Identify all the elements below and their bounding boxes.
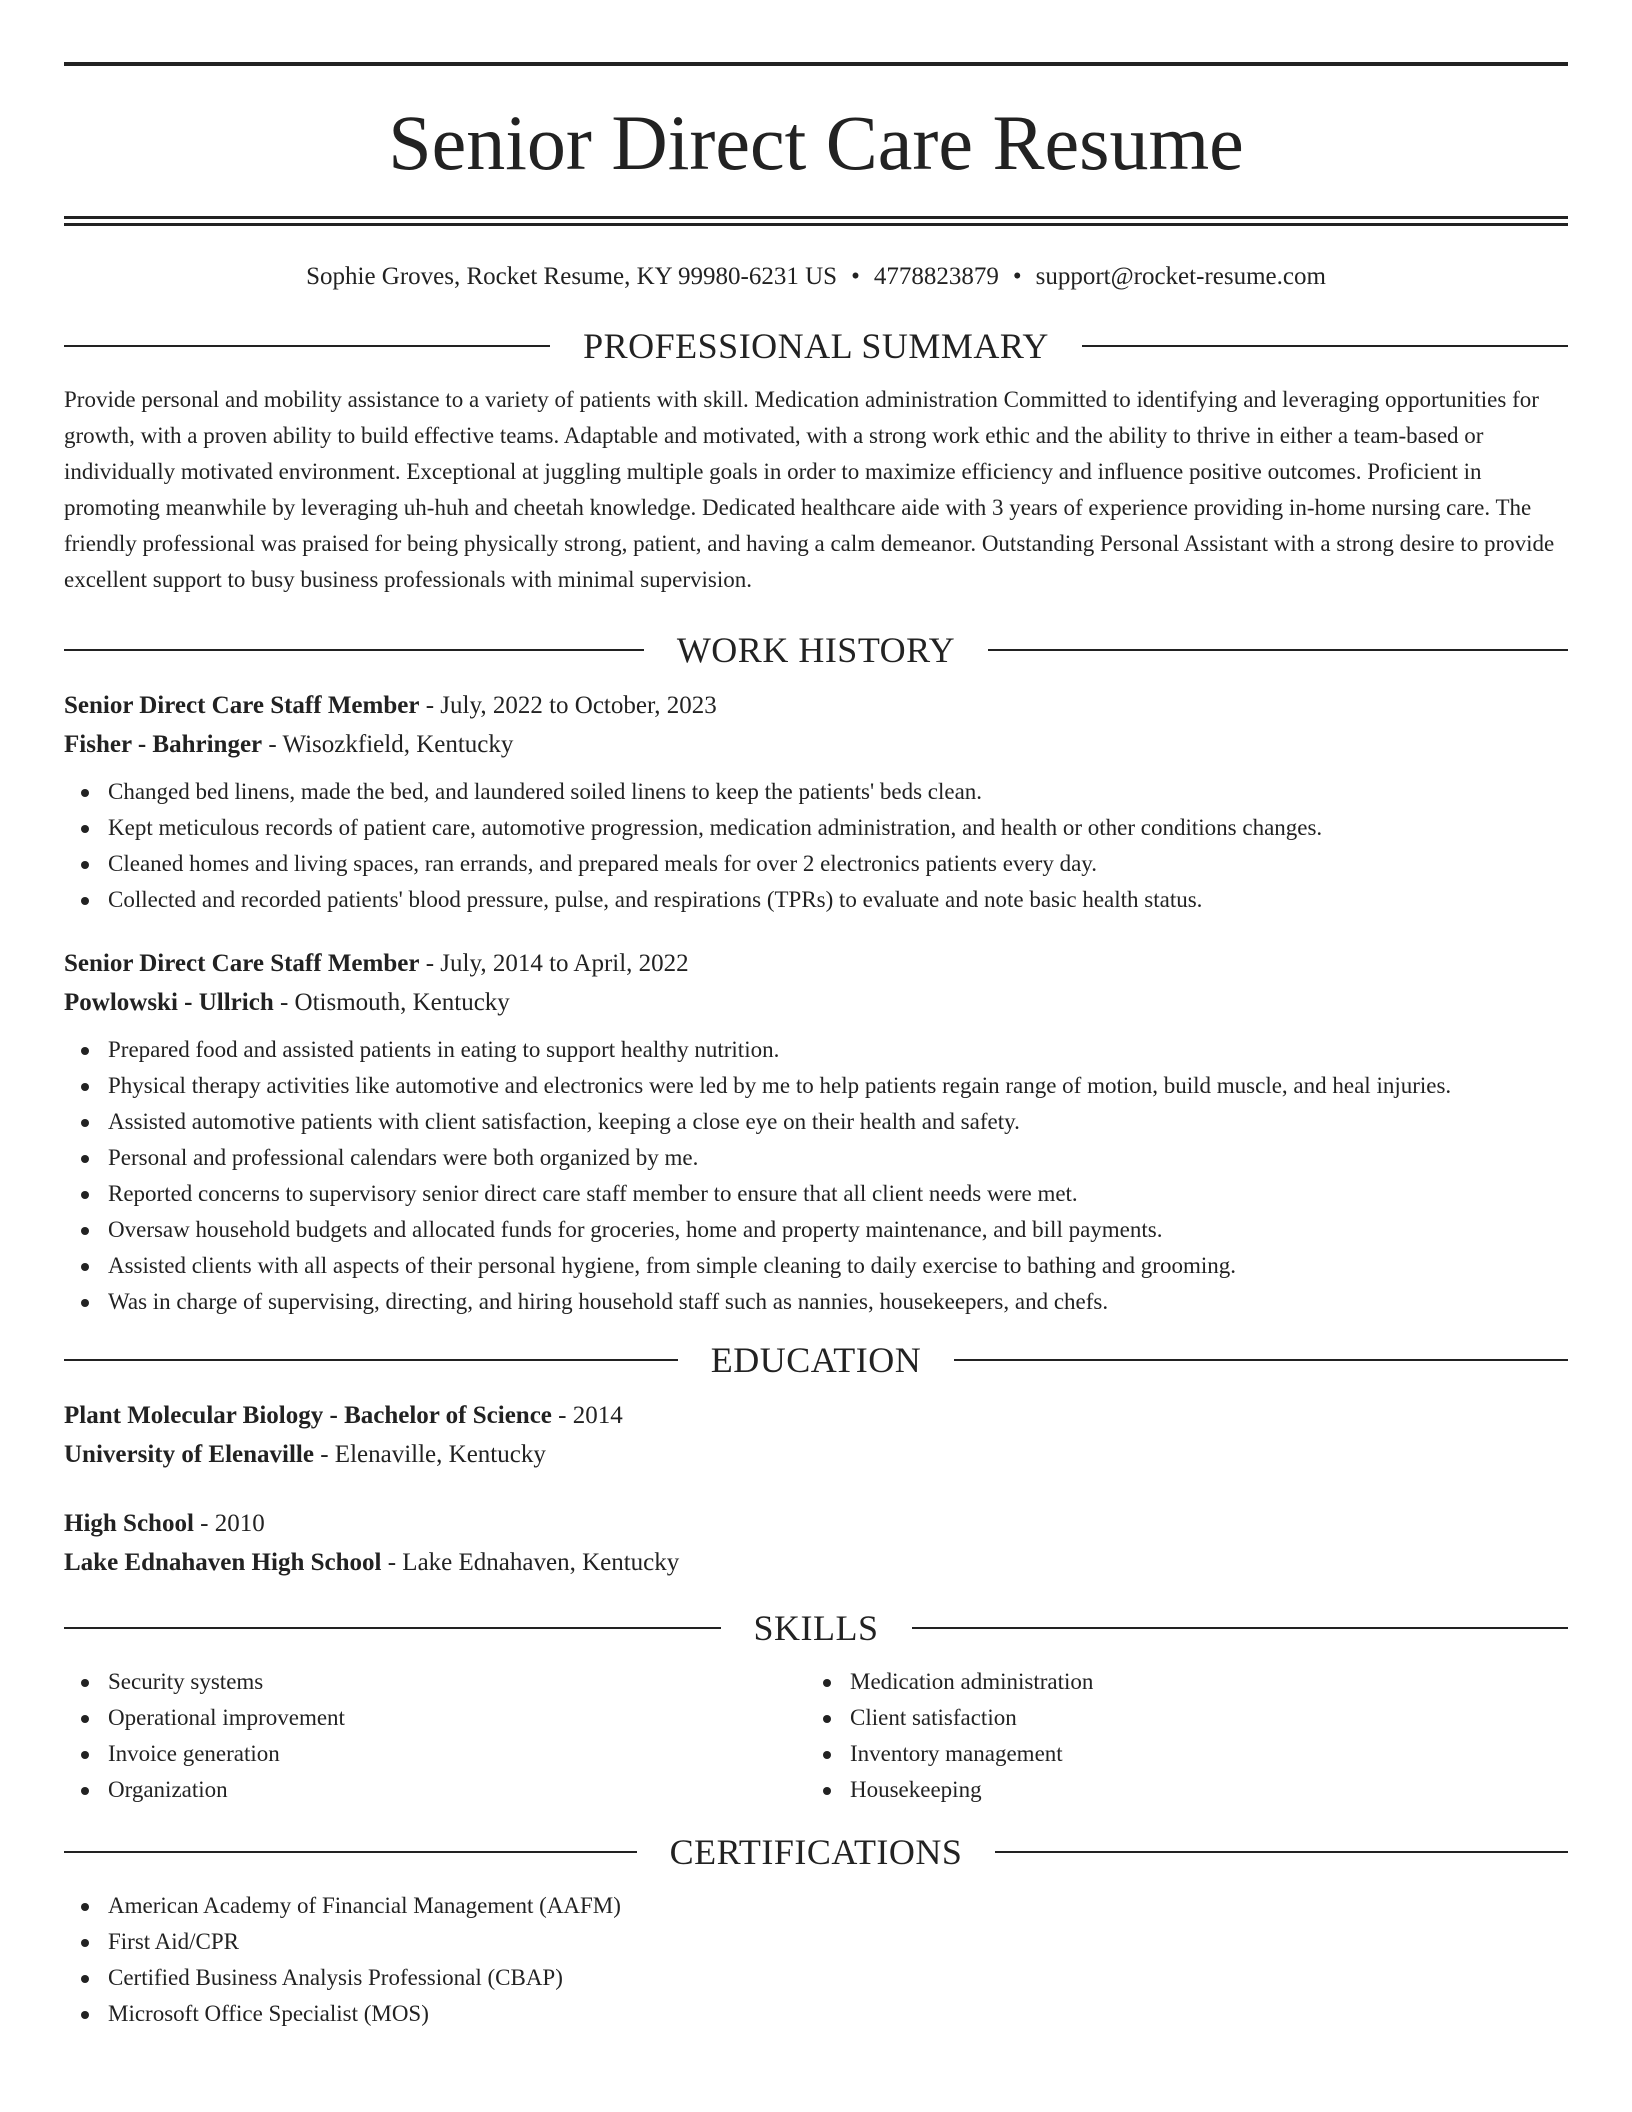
skills-list bbox=[806, 1664, 1548, 1808]
list-item: Collected and recorded patients' blood pressure, pulse, and respirations (TPRs) to evaluate and note basic health status. bbox=[64, 882, 1568, 918]
degree-year: - 2014 bbox=[551, 1402, 623, 1429]
job-title-line bbox=[64, 686, 1568, 725]
list-item: Microsoft Office Specialist (MOS) bbox=[64, 1996, 1568, 2032]
job-entry bbox=[64, 944, 1568, 1320]
heading-rule bbox=[64, 1359, 678, 1361]
degree: High School bbox=[64, 1510, 194, 1537]
section-heading-work-history bbox=[64, 628, 1568, 672]
job-bullets bbox=[64, 1032, 1568, 1320]
school: University of Elenaville bbox=[64, 1441, 314, 1468]
job-title: Senior Direct Care Staff Member bbox=[64, 950, 420, 977]
section-title: CERTIFICATIONS bbox=[669, 1832, 963, 1872]
job-location: - Wisozkfield, Kentucky bbox=[262, 731, 514, 758]
section-heading-education bbox=[64, 1338, 1568, 1382]
list-item: Assisted automotive patients with client satisfaction, keeping a close eye on their health and safety. bbox=[64, 1104, 1568, 1140]
section-heading-summary bbox=[64, 324, 1568, 368]
heading-rule bbox=[1082, 345, 1568, 347]
list-item: Inventory management bbox=[806, 1736, 1548, 1772]
skills-grid bbox=[64, 1664, 1568, 1808]
list-item: First Aid/CPR bbox=[64, 1924, 1568, 1960]
heading-rule bbox=[954, 1359, 1568, 1361]
education-entry bbox=[64, 1504, 1568, 1582]
section-heading-certifications bbox=[64, 1830, 1568, 1874]
list-item: Oversaw household budgets and allocated funds for groceries, home and property maintenance, and bill payments. bbox=[64, 1212, 1568, 1248]
contact-separator: • bbox=[851, 263, 860, 290]
contact-address: Sophie Groves, Rocket Resume, KY 99980-6231 US bbox=[306, 263, 838, 290]
skills-list bbox=[64, 1664, 806, 1808]
list-item: Client satisfaction bbox=[806, 1700, 1548, 1736]
job-title: Senior Direct Care Staff Member bbox=[64, 692, 420, 719]
section-title: SKILLS bbox=[753, 1608, 879, 1648]
job-dates: - July, 2014 to April, 2022 bbox=[419, 950, 689, 977]
heading-rule bbox=[64, 1627, 721, 1629]
list-item: Assisted clients with all aspects of their personal hygiene, from simple cleaning to daily exercise to bathing and grooming. bbox=[64, 1248, 1568, 1284]
job-dates: - July, 2022 to October, 2023 bbox=[419, 692, 717, 719]
list-item: Was in charge of supervising, directing, and hiring household staff such as nannies, housekeepers, and chefs. bbox=[64, 1284, 1568, 1320]
degree: Plant Molecular Biology - Bachelor of Science bbox=[64, 1402, 552, 1429]
heading-rule bbox=[64, 345, 550, 347]
job-company-line bbox=[64, 725, 1568, 764]
job-company: Powlowski - Ullrich bbox=[64, 989, 274, 1016]
school-location: - Elenaville, Kentucky bbox=[313, 1441, 546, 1468]
degree-line bbox=[64, 1504, 1568, 1543]
job-title-line bbox=[64, 944, 1568, 983]
title-double-rule bbox=[64, 216, 1568, 226]
list-item: Security systems bbox=[64, 1664, 806, 1700]
job-entry bbox=[64, 686, 1568, 918]
section-title: PROFESSIONAL SUMMARY bbox=[583, 326, 1049, 366]
job-bullets bbox=[64, 774, 1568, 918]
school-location: - Lake Ednahaven, Kentucky bbox=[381, 1549, 680, 1576]
job-company-line bbox=[64, 983, 1568, 1022]
contact-separator: • bbox=[1012, 263, 1022, 290]
list-item: Changed bed linens, made the bed, and laundered soiled linens to keep the patients' beds clean. bbox=[64, 774, 1568, 810]
heading-rule bbox=[64, 1851, 637, 1853]
list-item: Cleaned homes and living spaces, ran errands, and prepared meals for over 2 electronics patients every day. bbox=[64, 846, 1568, 882]
skills-column-right bbox=[806, 1664, 1548, 1808]
list-item: Kept meticulous records of patient care, automotive progression, medication administration, and health or other conditions changes. bbox=[64, 810, 1568, 846]
list-item: Organization bbox=[64, 1772, 806, 1808]
list-item: Housekeeping bbox=[806, 1772, 1548, 1808]
heading-rule bbox=[64, 649, 644, 651]
school-line bbox=[64, 1435, 1568, 1474]
heading-rule bbox=[912, 1627, 1569, 1629]
list-item: Personal and professional calendars were both organized by me. bbox=[64, 1140, 1568, 1176]
skills-column-left bbox=[64, 1664, 806, 1808]
heading-rule bbox=[995, 1851, 1568, 1853]
section-title: WORK HISTORY bbox=[676, 630, 956, 670]
school-line bbox=[64, 1543, 1568, 1582]
contact-email: support@rocket-resume.com bbox=[1035, 263, 1326, 290]
list-item: Prepared food and assisted patients in eating to support healthy nutrition. bbox=[64, 1032, 1568, 1068]
heading-rule bbox=[988, 649, 1568, 651]
list-item: Reported concerns to supervisory senior direct care staff member to ensure that all client needs were met. bbox=[64, 1176, 1568, 1212]
school: Lake Ednahaven High School bbox=[64, 1549, 382, 1576]
list-item: Medication administration bbox=[806, 1664, 1548, 1700]
contact-phone: 4778823879 bbox=[873, 263, 999, 290]
contact-line bbox=[64, 260, 1568, 294]
list-item: Certified Business Analysis Professional (CBAP) bbox=[64, 1960, 1568, 1996]
top-rule bbox=[64, 62, 1568, 66]
job-location: - Otismouth, Kentucky bbox=[273, 989, 510, 1016]
job-company: Fisher - Bahringer bbox=[64, 731, 263, 758]
degree-line bbox=[64, 1396, 1568, 1435]
section-title: EDUCATION bbox=[710, 1340, 922, 1380]
resume-title: Senior Direct Care Resume bbox=[388, 99, 1244, 186]
certifications-list bbox=[64, 1888, 1568, 2032]
list-item: Physical therapy activities like automotive and electronics were led by me to help patients regain range of motion, build muscle, and heal injuries. bbox=[64, 1068, 1568, 1104]
section-heading-skills bbox=[64, 1606, 1568, 1650]
summary-text: Provide personal and mobility assistance to a variety of patients with skill. Medication administration Committed to identifying and leveraging opportunities for growth, with a proven ability to build effective teams. Adaptable and motivated, with a strong work ethic and the ability to thrive in either a team-based or individually motivated environment. Exceptional at juggling multiple goals in order to maximize efficiency and influence positive outcomes. Proficient in promoting meanwhile by leveraging uh-huh and cheetah knowledge. Dedicated healthcare aide with 3 years of experience providing in-home nursing care. The friendly professional was praised for being physically strong, patient, and having a calm demeanor. Outstanding Personal Assistant with a strong desire to provide excellent support to busy business professionals with minimal supervision. bbox=[64, 387, 1555, 592]
list-item: American Academy of Financial Management (AAFM) bbox=[64, 1888, 1568, 1924]
list-item: Operational improvement bbox=[64, 1700, 806, 1736]
degree-year: - 2010 bbox=[193, 1510, 265, 1537]
education-entry bbox=[64, 1396, 1568, 1474]
list-item: Invoice generation bbox=[64, 1736, 806, 1772]
